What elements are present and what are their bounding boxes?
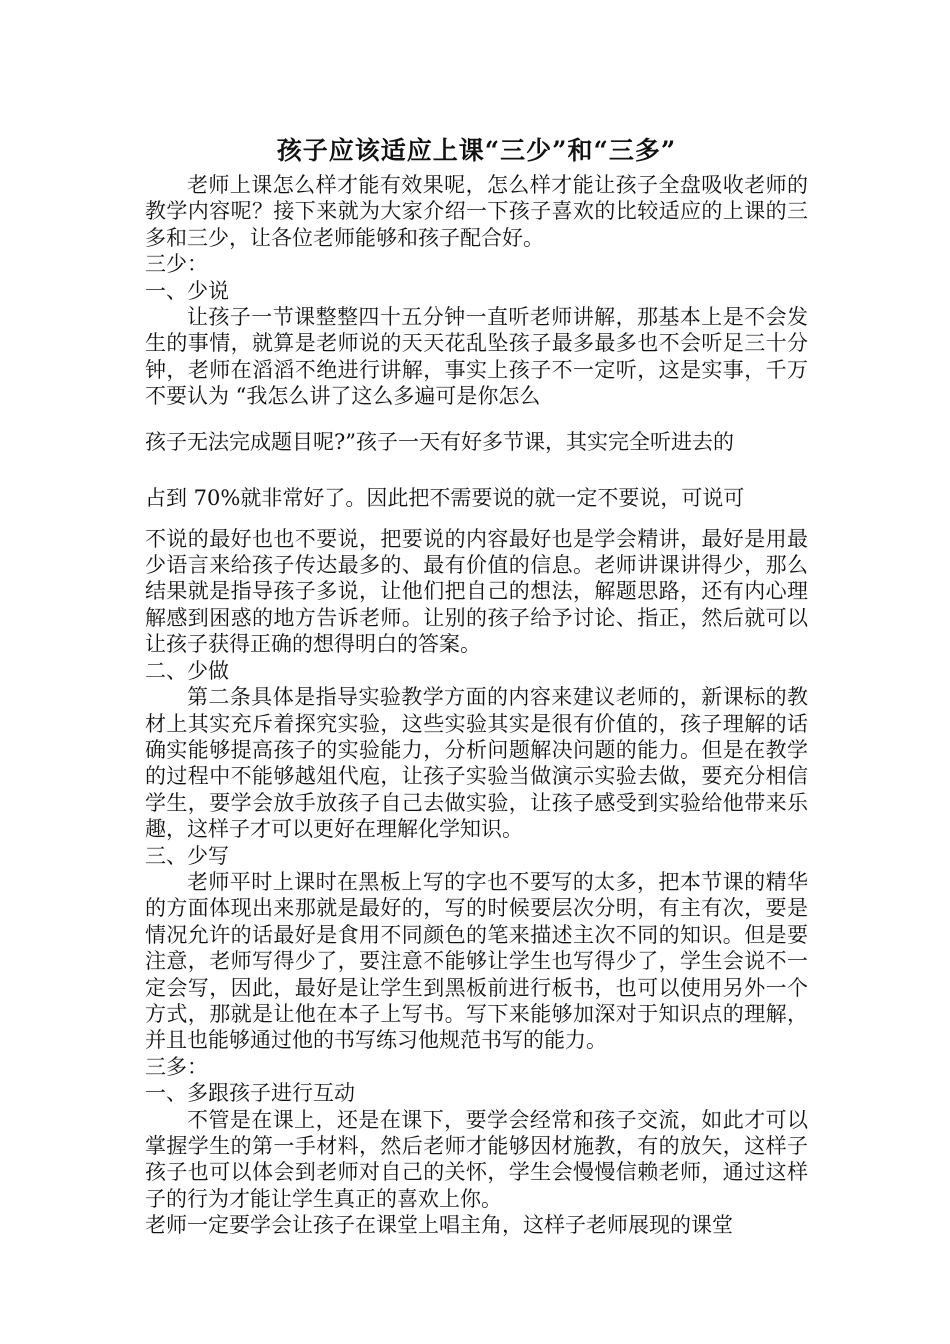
document-body (145, 132, 808, 1239)
section-heading-shao-shuo: 一、少说 (145, 278, 229, 303)
shao-shuo-paragraph-3: 占到 70%就非常好了。因此把不需要说的就一定不要说，可说可 (145, 485, 745, 510)
hu-dong-paragraph-1: 不管是在课上，还是在课下，要学会经常和孩子交流，如此才可以掌握学生的第一手材料，然后老师才能够因材施教，有的放矢，这样子孩子也可以体会到老师对自己的关怀，学生会慢慢信赖老师，通过这样子的行为才能让学生真正的喜欢上你。 (145, 1107, 808, 1211)
shao-zuo-paragraph: 第二条具体是指导实验教学方面的内容来建议老师的，新课标的教材上其实充斥着探究实验，这些实验其实是很有价值的，孩子理解的话确实能够提高孩子的实验能力，分析问题解决问题的能力。但是在教学的过程中不能够越俎代庖，让孩子实验当做演示实验去做，要充分相信学生，要学会放手放孩子自己去做实验，让孩子感受到实验给他带来乐趣，这样子才可以更好在理解化学知识。 (145, 685, 808, 842)
hu-dong-paragraph-2: 老师一定要学会让孩子在课堂上唱主角，这样子老师展现的课堂 (145, 1213, 733, 1238)
san-duo-heading: 三多： (145, 1054, 208, 1079)
shao-xie-paragraph: 老师平时上课时在黑板上写的字也不要写的太多，把本节课的精华的方面体现出来那就是最好的，写的时候要层次分明，有主有次，要是情况允许的话最好是食用不同颜色的笔来描述主次不同的知识。但是要注意，老师写得少了，要注意不能够让学生也写得少了，学生会说不一定会写，因此，最好是让学生到黑板前进行板书，也可以使用另外一个方式，那就是让他在本子上写书。写下来能够加深对于知识点的理解，并且也能够通过他的书写练习他规范书写的能力。 (145, 869, 808, 1053)
intro-paragraph: 老师上课怎么样才能有效果呢，怎么样才能让孩子全盘吸收老师的教学内容呢？接下来就为大家介绍一下孩子喜欢的比较适应的上课的三多和三少，让各位老师能够和孩子配合好。 (145, 173, 808, 250)
section-heading-shao-zuo: 二、少做 (145, 658, 229, 683)
shao-shuo-paragraph-4: 不说的最好也也不要说，把要说的内容最好也是学会精讲，最好是用最少语言来给孩子传达最多的、最有价值的信息。老师讲课讲得少，那么结果就是指导孩子多说，让他们把自己的想法，解题思路，还有内心理解感到困惑的地方告诉老师。让别的孩子给予讨论、指正，然后就可以让孩子获得正确的想得明白的答案。 (145, 526, 808, 657)
shao-shuo-paragraph-2: 孩子无法完成题目呢?”孩子一天有好多节课，其实完全听进去的 (145, 429, 734, 454)
san-shao-heading: 三少： (145, 252, 208, 277)
section-heading-hu-dong: 一、多跟孩子进行互动 (145, 1081, 355, 1106)
document-title: 孩子应该适应上课“三少”和“三多” (276, 136, 677, 165)
section-heading-shao-xie: 三、少写 (145, 843, 229, 868)
shao-shuo-paragraph-1: 让孩子一节课整整四十五分钟一直听老师讲解，那基本上是不会发生的事情，就算是老师说的天天花乱坠孩子最多最多也不会听足三十分钟，老师在滔滔不绝进行讲解，事实上孩子不一定听，这是实事，千万不要认为 “我怎么讲了这么多遍可是你怎么 (145, 305, 808, 409)
